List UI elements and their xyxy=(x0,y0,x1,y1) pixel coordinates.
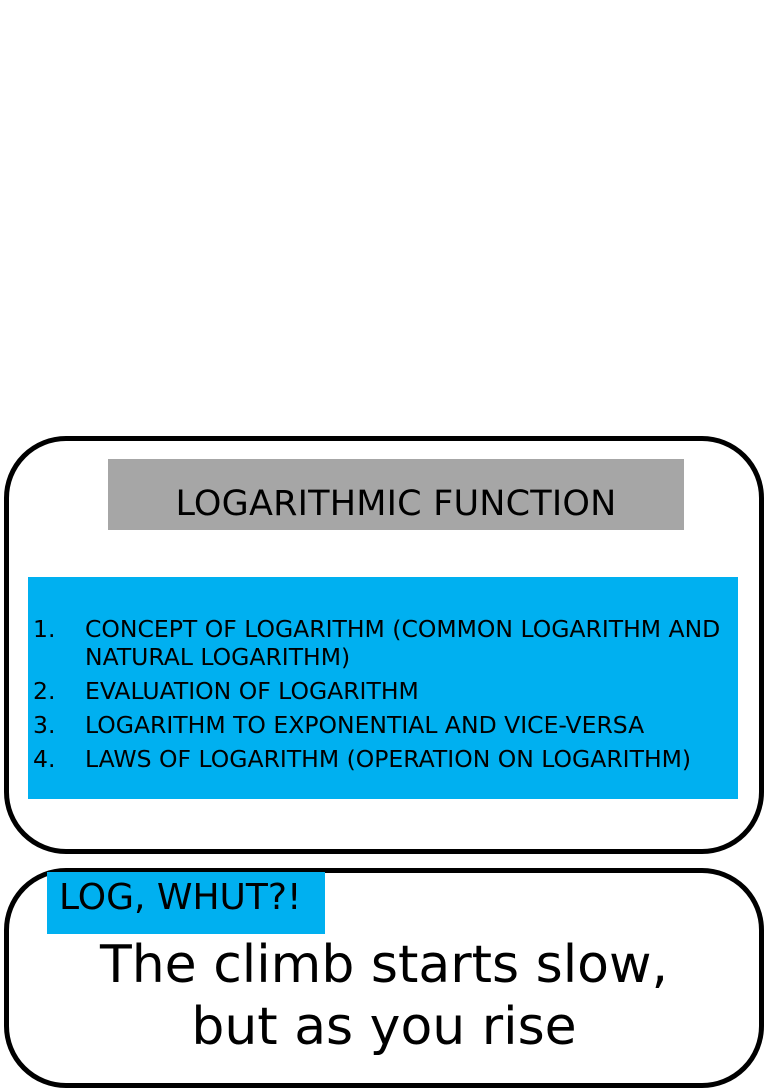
topic-number: 2. xyxy=(33,677,56,705)
topics-list xyxy=(28,615,738,779)
topic-number: 4. xyxy=(33,745,56,773)
topic-text: CONCEPT OF LOGARITHM (COMMON LOGARITHM AND NATURAL LOGARITHM) xyxy=(85,615,721,671)
topic-number: 3. xyxy=(33,711,56,739)
topic-item xyxy=(28,677,738,705)
lesson-title: LOGARITHMIC FUNCTION xyxy=(175,484,617,524)
topic-text: LAWS OF LOGARITHM (OPERATION ON LOGARITHM) xyxy=(85,745,692,773)
topic-text: EVALUATION OF LOGARITHM xyxy=(85,677,419,705)
intro-quote xyxy=(4,934,764,1058)
topic-item xyxy=(28,711,738,739)
intro-tag-text: LOG, WHUT?! xyxy=(59,877,302,918)
intro-quote-line: but as you rise xyxy=(191,997,577,1057)
intro-quote-line: The climb starts slow, xyxy=(99,935,669,995)
topics-box xyxy=(28,577,738,799)
topic-number: 1. xyxy=(33,615,56,643)
topic-item xyxy=(28,615,738,671)
topic-text: LOGARITHM TO EXPONENTIAL AND VICE-VERSA xyxy=(85,711,645,739)
intro-tag xyxy=(47,872,325,934)
title-banner xyxy=(108,459,684,530)
topic-item xyxy=(28,745,738,773)
